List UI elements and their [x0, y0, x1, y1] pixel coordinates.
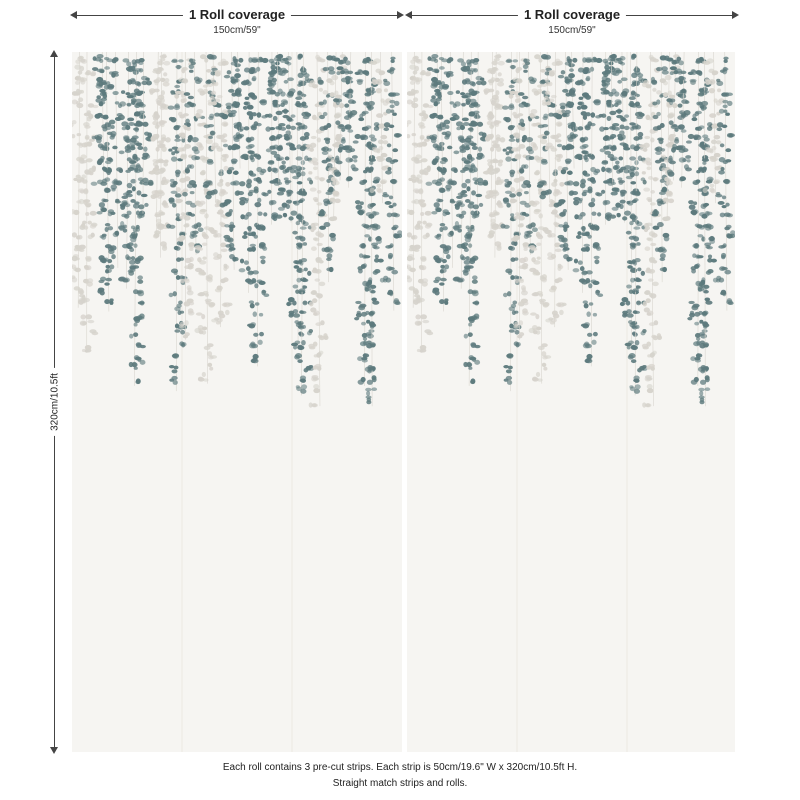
leaf-strand: [639, 52, 662, 408]
leaf-strand: [573, 52, 594, 293]
roll-2-dimension: [407, 6, 737, 40]
wallpaper-roll-1: [72, 52, 402, 752]
leaf-strand: [500, 52, 521, 391]
leaf-strand: [369, 52, 392, 203]
roll-1-size: 150cm/59": [213, 25, 261, 36]
leaf-strand: [127, 52, 146, 386]
wallpaper-roll-2: [407, 52, 735, 752]
leaf-strand: [326, 52, 347, 221]
height-dimension: [48, 52, 62, 752]
roll-2-size: 150cm/59": [548, 25, 596, 36]
leaf-strand: [580, 52, 603, 366]
leaf-strand: [651, 52, 670, 282]
footer-line-1: Each roll contains 3 pre-cut strips. Each strip is 50cm/19.6" W x 320cm/10.5ft H.: [222, 762, 578, 773]
arrow-right-icon: [732, 11, 739, 19]
arrow-left-icon: [70, 11, 77, 19]
hanging-leaves-pattern: [72, 52, 402, 752]
leaf-strand: [660, 52, 681, 221]
leaf-strand: [305, 52, 328, 408]
leaf-strand: [239, 52, 260, 293]
arrow-right-icon: [397, 11, 404, 19]
leaf-strand: [702, 52, 725, 203]
arrow-down-icon: [50, 747, 58, 754]
hanging-leaves-pattern: [407, 52, 735, 752]
footer-line-2: Straight match strips and rolls.: [332, 778, 468, 789]
height-label: 320cm/10.5ft: [50, 368, 61, 436]
roll-1-title: 1 Roll coverage: [183, 6, 291, 24]
leaf-strand: [544, 52, 568, 327]
arrow-left-icon: [405, 11, 412, 19]
leaf-strand: [104, 52, 129, 268]
leaf-strand: [469, 52, 489, 213]
arrow-up-icon: [50, 50, 58, 57]
leaf-strand: [246, 52, 269, 366]
leaf-strand: [134, 52, 154, 213]
leaf-strand: [210, 52, 234, 327]
leaf-strand: [317, 52, 336, 282]
roll-2-title: 1 Roll coverage: [518, 6, 626, 24]
leaf-strand: [438, 52, 463, 268]
roll-1-dimension: [72, 6, 402, 40]
leaf-strand: [166, 52, 187, 391]
